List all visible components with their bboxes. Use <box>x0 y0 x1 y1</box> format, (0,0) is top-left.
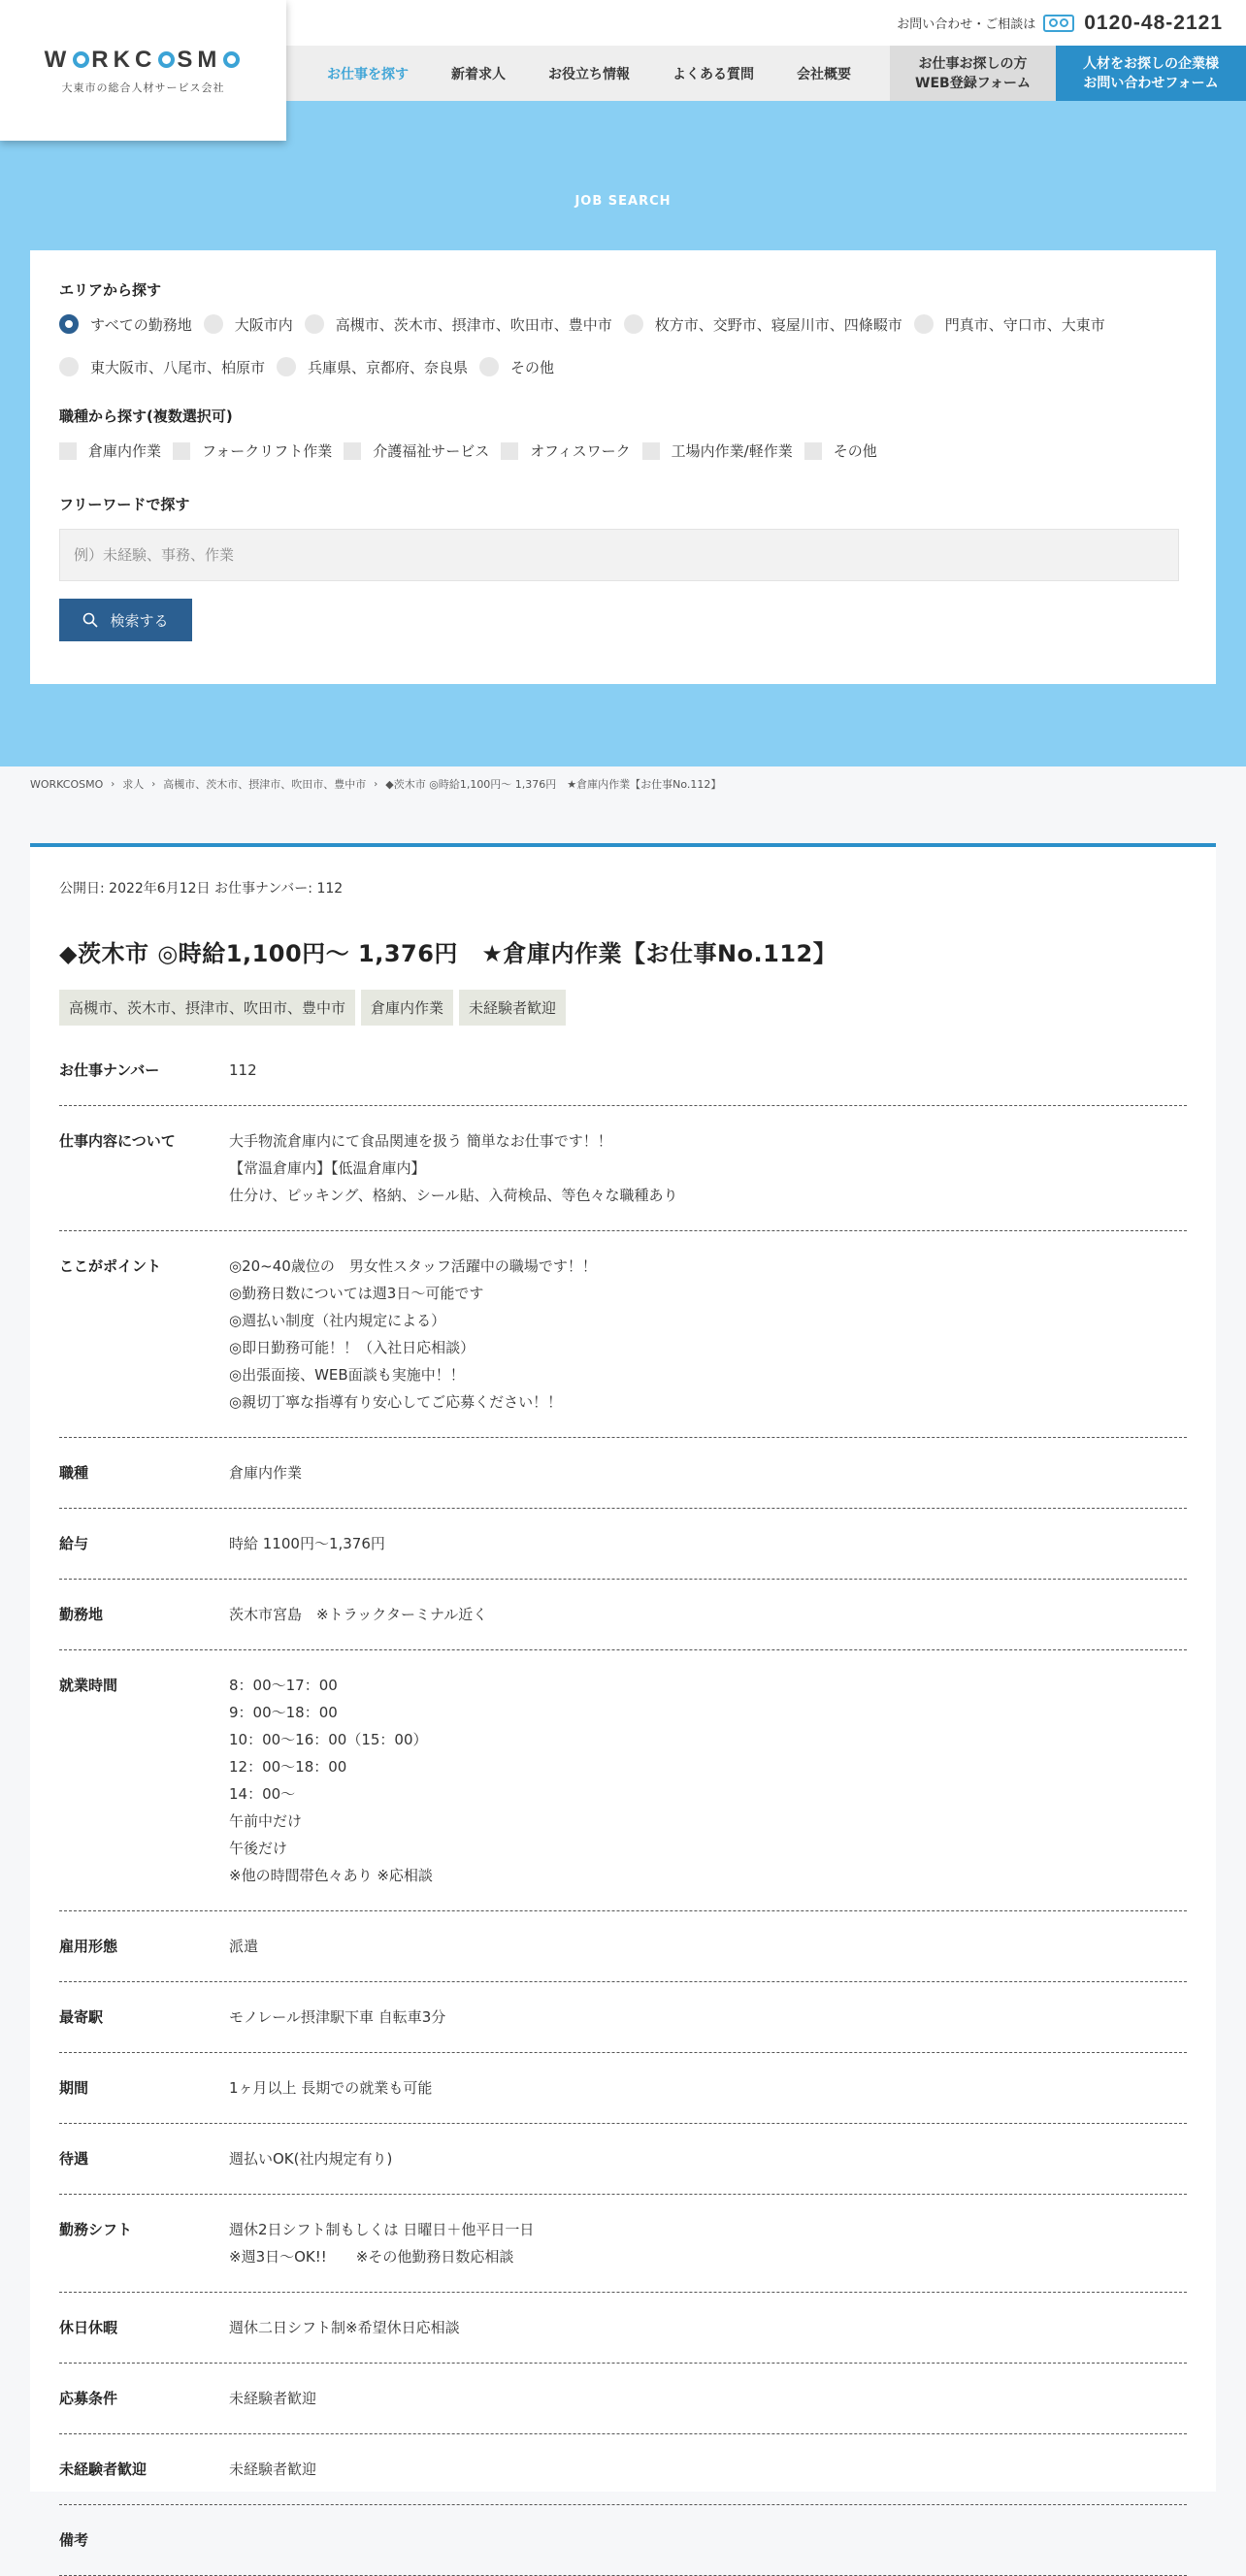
free-dial-icon <box>1043 15 1074 32</box>
row-value <box>229 1127 677 1209</box>
company-contact-line2: お問い合わせフォーム <box>1083 75 1219 91</box>
nav-item-faq[interactable]: よくある質問 <box>672 66 754 82</box>
row-value <box>229 2216 534 2270</box>
nav-item-useful-info[interactable]: お役立ち情報 <box>548 66 630 82</box>
row-value-line: 未経験者歓迎 <box>229 2390 317 2407</box>
row-value <box>229 1530 385 1557</box>
row-value-line: ◎親切丁寧な指導有り安心してご応募ください！！ <box>229 1393 563 1411</box>
row-label: お仕事ナンバー <box>59 1061 160 1079</box>
row-value-line: ◎20~40歳位の 男女性スタッフ活躍中の職場です！！ <box>229 1257 597 1275</box>
area-radio-kadoma[interactable] <box>914 314 1105 334</box>
main-nav <box>286 46 1246 101</box>
area-option-label: その他 <box>510 358 555 376</box>
area-radio-hirakata[interactable] <box>624 314 902 334</box>
radio-icon <box>479 357 499 376</box>
row-label: 未経験者歓迎 <box>59 2461 148 2478</box>
row-value <box>229 2004 445 2031</box>
row-value-line: 午後だけ <box>229 1840 288 1857</box>
logo-ring-icon <box>223 51 240 68</box>
site-logo[interactable] <box>0 0 286 141</box>
job-type-label: 職種から探す(複数選択可) <box>59 408 233 425</box>
job-type-checkbox-group <box>59 440 1187 461</box>
row-value-line: ◎出張面接、WEB面談も実施中！！ <box>229 1366 465 1384</box>
search-icon <box>82 612 98 628</box>
logo-wordmark: W RKC SM <box>45 47 243 74</box>
table-row <box>59 2434 1187 2505</box>
contact-label: お問い合わせ・ご相談は <box>897 17 1036 32</box>
row-value-line: 倉庫内作業 <box>229 1464 303 1482</box>
area-option-label: 兵庫県、京都府、奈良県 <box>308 358 469 376</box>
row-value <box>229 2385 316 2412</box>
job-title: ◆茨木市 ◎時給1,100円〜 1,376円 ★倉庫内作業【お仕事No.112】 <box>59 940 837 967</box>
area-radio-hyogo[interactable] <box>277 357 468 376</box>
row-value-line: 週払いOK(社内規定有り) <box>229 2150 393 2168</box>
logo-tagline: 大東市の総合人材サービス会社 <box>61 81 225 94</box>
checkbox-icon <box>501 442 518 460</box>
breadcrumb-current: ◆茨木市 ◎時給1,100円〜 1,376円 ★倉庫内作業【お仕事No.112】 <box>385 778 722 791</box>
job-check-office[interactable] <box>501 440 630 461</box>
row-value-line: 9：00〜18：00 <box>229 1704 338 1721</box>
row-label: 給与 <box>59 1535 89 1552</box>
job-check-factory[interactable] <box>642 440 793 461</box>
job-option-label: フォークリフト作業 <box>202 442 333 460</box>
phone-number[interactable]: 0120-48-2121 <box>1084 11 1223 34</box>
row-label: 応募条件 <box>59 2390 118 2407</box>
row-label: 休日休暇 <box>59 2319 118 2336</box>
company-contact-line1: 人材をお探しの企業様 <box>1083 55 1219 72</box>
table-row <box>59 1438 1187 1509</box>
checkbox-icon <box>642 442 660 460</box>
row-value-line: 午前中だけ <box>229 1812 303 1830</box>
table-row <box>59 1650 1187 1911</box>
area-label: エリアから探す <box>59 281 162 299</box>
job-check-other[interactable] <box>804 440 877 461</box>
row-value-line: ◎勤務日数については週3日〜可能です <box>229 1285 484 1302</box>
job-check-care[interactable] <box>344 440 489 461</box>
table-row <box>59 1911 1187 1982</box>
search-button-label: 検索する <box>110 611 169 630</box>
row-value <box>229 2527 234 2554</box>
row-value-line: ※他の時間帯色々あり ※応相談 <box>229 1867 433 1884</box>
row-value-line: 1ヶ月以上 長期での就業も可能 <box>229 2079 433 2097</box>
row-label: 就業時間 <box>59 1677 118 1694</box>
row-value-line: 茨木市宮島 ※トラックターミナル近く <box>229 1606 488 1623</box>
job-meta: 公開日: 2022年6月12日 お仕事ナンバー: 112 <box>59 881 344 897</box>
area-radio-other[interactable] <box>479 357 554 376</box>
row-value-line: 週休二日シフト制※希望休日応相談 <box>229 2319 460 2336</box>
row-value-line: モノレール摂津駅下車 自転車3分 <box>229 2008 446 2026</box>
row-label: 勤務地 <box>59 1606 104 1623</box>
contact-bar <box>286 0 1246 46</box>
row-value <box>229 2456 316 2483</box>
job-option-label: その他 <box>833 442 877 460</box>
tag-beginner[interactable]: 未経験者歓迎 <box>459 990 566 1026</box>
search-form <box>30 250 1216 684</box>
breadcrumb <box>30 776 721 792</box>
area-option-label: 高槻市、茨木市、摂津市、吹田市、豊中市 <box>335 315 612 334</box>
nav-item-new-jobs[interactable]: 新着求人 <box>451 66 506 82</box>
radio-icon <box>305 314 324 334</box>
keyword-input[interactable] <box>59 529 1179 581</box>
table-row <box>59 1982 1187 2053</box>
row-label: 勤務シフト <box>59 2221 133 2238</box>
row-label: 職種 <box>59 1464 89 1482</box>
radio-icon <box>204 314 223 334</box>
row-label: 待遇 <box>59 2150 89 2168</box>
row-value-line: ◎即日勤務可能！！（入社日応相談） <box>229 1339 475 1356</box>
table-row <box>59 2505 1187 2576</box>
job-check-warehouse[interactable] <box>59 440 161 461</box>
row-value <box>229 1459 302 1486</box>
breadcrumb-home[interactable]: WORKCOSMO <box>30 777 104 791</box>
nav-item-job-search[interactable]: お仕事を探す <box>327 66 409 82</box>
keyword-label: フリーワードで探す <box>59 496 190 513</box>
table-row <box>59 2195 1187 2293</box>
area-option-label: 門真市、守口市、大東市 <box>944 315 1105 334</box>
row-value <box>229 1253 597 1416</box>
row-value-line: 派遣 <box>229 1938 259 1955</box>
row-value-line <box>229 2527 234 2554</box>
logo-ring-icon <box>158 51 175 68</box>
area-radio-osaka[interactable] <box>204 314 293 334</box>
company-contact-button[interactable] <box>1056 46 1246 101</box>
area-option-label: 大阪市内 <box>234 315 293 334</box>
table-row <box>59 2053 1187 2124</box>
row-label: 最寄駅 <box>59 2008 104 2026</box>
job-search-section <box>0 101 1246 766</box>
row-value <box>229 2145 392 2172</box>
nav-item-company[interactable]: 会社概要 <box>797 66 851 82</box>
job-tags <box>59 990 1187 1026</box>
worker-registration-line1: お仕事お探しの方 <box>918 55 1028 72</box>
job-search-title: JOB SEARCH <box>574 194 672 209</box>
row-label: 仕事内容について <box>59 1132 176 1150</box>
row-label: 期間 <box>59 2079 89 2097</box>
row-value-line: 【常温倉庫内】【低温倉庫内】 <box>229 1159 426 1177</box>
logo-ring-icon <box>73 51 89 68</box>
table-row <box>59 2124 1187 2195</box>
row-value-line: 8：00〜17：00 <box>229 1677 338 1694</box>
breadcrumb-jobs[interactable]: 求人 <box>122 778 145 791</box>
row-value <box>229 1672 433 1889</box>
checkbox-icon <box>173 442 190 460</box>
job-info-table <box>59 1035 1187 2576</box>
area-radio-group <box>59 314 1127 376</box>
row-label: ここがポイント <box>59 1257 162 1275</box>
chevron-right-icon: › <box>151 778 156 790</box>
job-detail-card <box>30 843 1216 2549</box>
job-option-label: 工場内作業/軽作業 <box>671 442 793 460</box>
breadcrumb-area[interactable]: 高槻市、茨木市、摂津市、吹田市、豊中市 <box>163 778 367 791</box>
row-value <box>229 2074 432 2102</box>
row-value-line: 10：00〜16：00（15：00） <box>229 1731 428 1748</box>
area-option-label: 枚方市、交野市、寝屋川市、四條畷市 <box>654 315 902 334</box>
row-value-line: 週休2日シフト制もしくは 日曜日＋他平日一日 <box>229 2221 535 2238</box>
checkbox-icon <box>59 442 77 460</box>
job-check-forklift[interactable] <box>173 440 332 461</box>
area-radio-takatsuki[interactable] <box>305 314 612 334</box>
tag-job-type[interactable]: 倉庫内作業 <box>361 990 453 1026</box>
radio-icon <box>277 357 296 376</box>
row-value-line: ◎週払い制度（社内規定による） <box>229 1312 446 1329</box>
checkbox-icon <box>804 442 822 460</box>
chevron-right-icon: › <box>111 778 115 790</box>
row-value-line: 112 <box>229 1061 257 1079</box>
table-row <box>59 1035 1187 1106</box>
row-value-line: 未経験者歓迎 <box>229 2461 317 2478</box>
row-value-line: 14：00〜 <box>229 1785 296 1803</box>
job-option-label: オフィスワーク <box>530 442 631 460</box>
job-option-label: 介護福祉サービス <box>373 442 490 460</box>
table-row <box>59 1231 1187 1438</box>
worker-registration-line2: WEB登録フォーム <box>915 75 1031 91</box>
row-value-line: 12：00〜18：00 <box>229 1758 347 1776</box>
tag-area[interactable]: 高槻市、茨木市、摂津市、吹田市、豊中市 <box>59 990 355 1026</box>
job-option-label: 倉庫内作業 <box>88 442 162 460</box>
row-value <box>229 2314 460 2341</box>
search-button[interactable] <box>59 599 192 641</box>
row-value-line: ※週3日〜OK!! ※その他勤務日数応相談 <box>229 2248 514 2266</box>
radio-icon <box>624 314 643 334</box>
table-row <box>59 1509 1187 1580</box>
worker-registration-button[interactable] <box>890 46 1056 101</box>
area-option-label: すべての勤務地 <box>90 315 192 334</box>
row-value-line: 大手物流倉庫内にて食品関連を扱う 簡単なお仕事です！！ <box>229 1132 612 1150</box>
area-option-label: 東大阪市、八尾市、柏原市 <box>90 358 266 376</box>
table-row <box>59 2293 1187 2364</box>
row-value <box>229 1057 257 1084</box>
row-value <box>229 1933 258 1960</box>
checkbox-icon <box>344 442 361 460</box>
row-label: 備考 <box>59 2531 89 2549</box>
row-value <box>229 1601 487 1628</box>
area-radio-higashiosaka[interactable] <box>59 357 265 376</box>
table-row <box>59 1580 1187 1650</box>
area-radio-all[interactable] <box>59 314 192 334</box>
table-row <box>59 1106 1187 1231</box>
row-label: 雇用形態 <box>59 1938 118 1955</box>
chevron-right-icon: › <box>374 778 378 790</box>
radio-selected-icon <box>59 314 79 334</box>
row-value-line: 仕分け、ピッキング、格納、シール貼、入荷検品、等色々な職種あり <box>229 1187 678 1204</box>
table-row <box>59 2364 1187 2434</box>
row-value-line: 時給 1100円〜1,376円 <box>229 1535 385 1552</box>
radio-icon <box>59 357 79 376</box>
radio-icon <box>914 314 934 334</box>
